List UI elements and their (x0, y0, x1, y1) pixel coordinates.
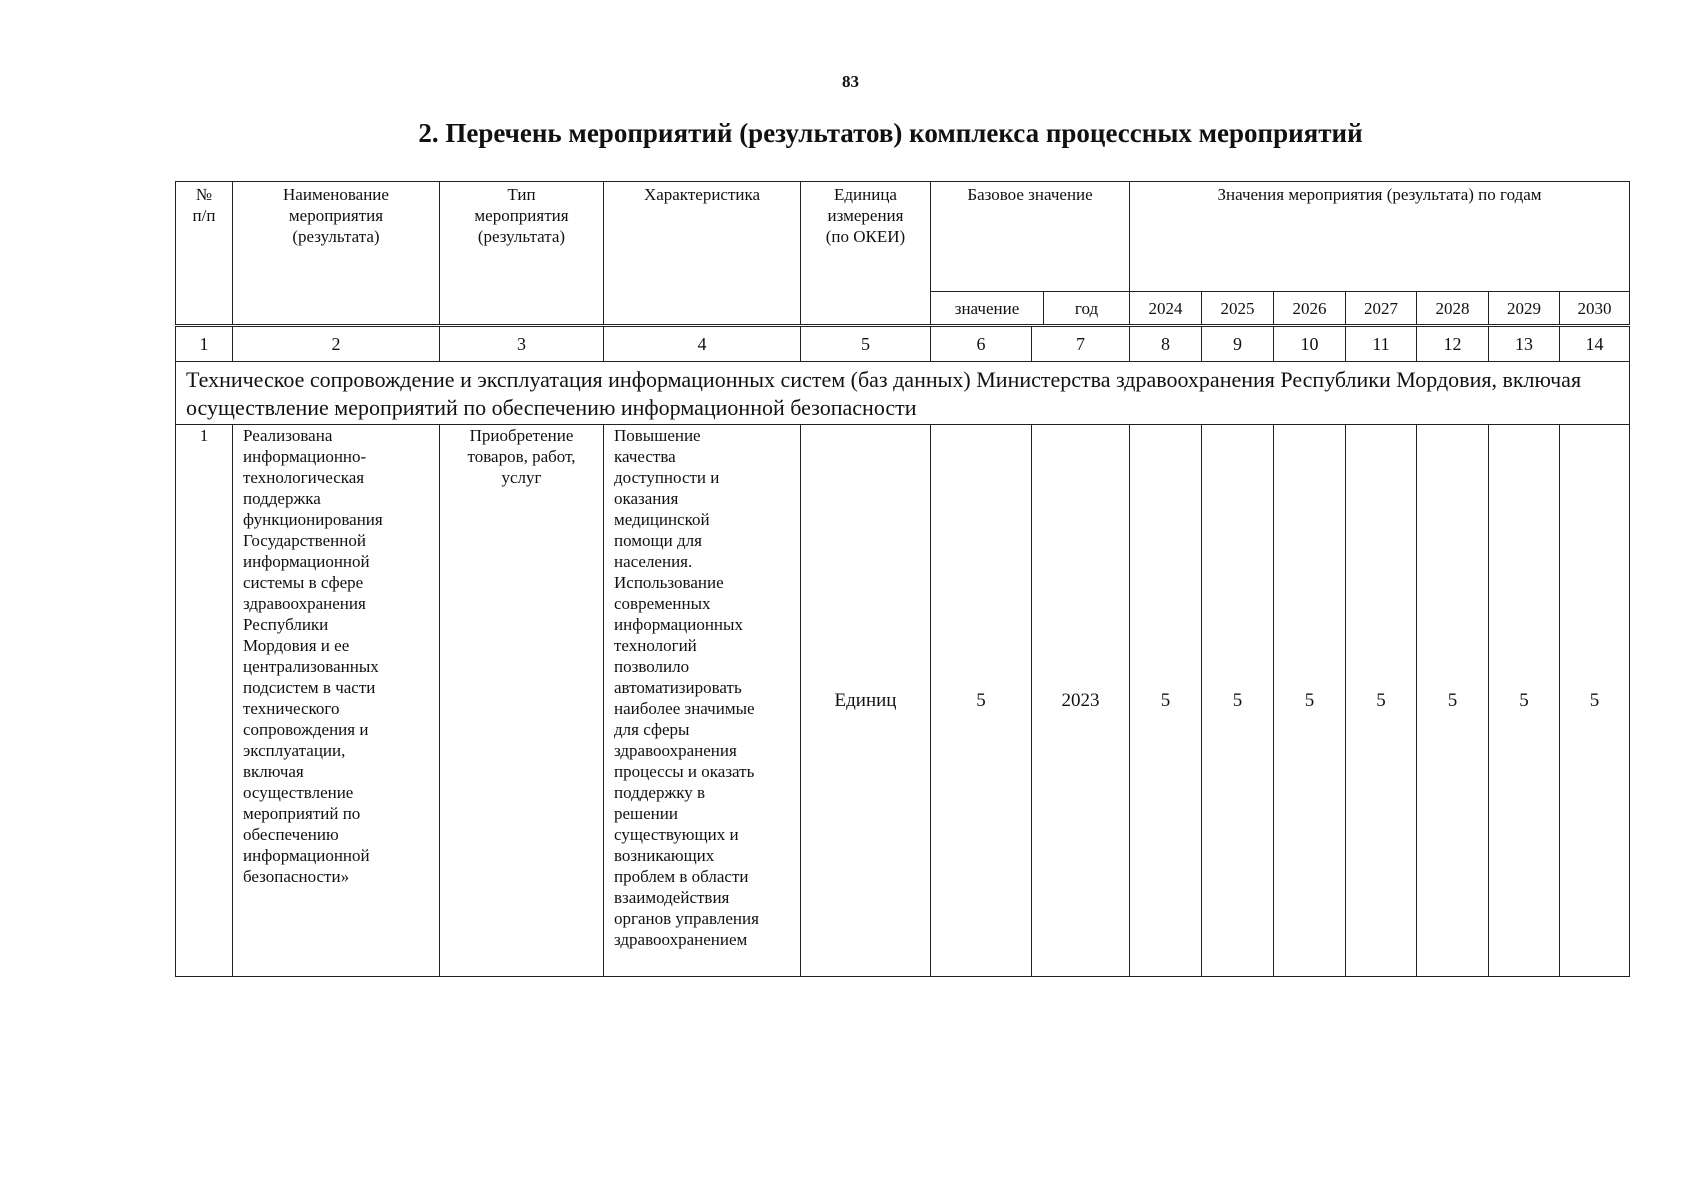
header-year: 2025 (1202, 292, 1274, 325)
header-values-by-year: Значения мероприятия (результата) по годам (1130, 182, 1630, 292)
column-number: 2 (233, 327, 440, 362)
column-number: 12 (1417, 327, 1489, 362)
row-num: 1 (176, 425, 233, 977)
table-row (176, 425, 1630, 977)
column-number: 5 (801, 327, 931, 362)
column-number: 1 (176, 327, 233, 362)
header-num: № п/п (176, 182, 233, 325)
header-year: 2029 (1489, 292, 1560, 325)
row-value-2024: 5 (1130, 425, 1202, 977)
row-value-2026: 5 (1274, 425, 1346, 977)
header-unit: Единица измерения (по ОКЕИ) (801, 182, 931, 325)
header-year: 2028 (1417, 292, 1489, 325)
column-number: 10 (1274, 327, 1346, 362)
header-type: Тип мероприятия (результата) (440, 182, 604, 325)
header-name: Наименование мероприятия (результата) (233, 182, 440, 325)
section-title: Техническое сопровождение и эксплуатация информационных систем (баз данных) Министерства здравоохранения Республики Мордовия, включая осуществление мероприятий по обеспечению информационной безопасности (176, 362, 1630, 425)
header-year: 2027 (1346, 292, 1417, 325)
row-value-2025: 5 (1202, 425, 1274, 977)
page-number: 83 (842, 72, 859, 91)
row-value-2027: 5 (1346, 425, 1417, 977)
header-base-value: значение (931, 292, 1044, 325)
row-value-2029: 5 (1489, 425, 1560, 977)
column-number: 11 (1346, 327, 1417, 362)
header-base-year: год (1044, 292, 1130, 325)
column-number: 8 (1130, 327, 1202, 362)
column-number: 9 (1202, 327, 1274, 362)
column-number: 13 (1489, 327, 1560, 362)
table-body (175, 326, 1630, 977)
column-number: 3 (440, 327, 604, 362)
section-row (176, 362, 1630, 425)
table-header (175, 181, 1630, 325)
row-value-2030: 5 (1560, 425, 1630, 977)
header-year: 2024 (1130, 292, 1202, 325)
row-unit: Единиц (801, 425, 931, 977)
page-title: 2. Перечень мероприятий (результатов) комплекса процессных мероприятий (418, 118, 1363, 148)
row-value-2028: 5 (1417, 425, 1489, 977)
column-number: 6 (931, 327, 1032, 362)
row-base-value: 5 (931, 425, 1032, 977)
column-number: 4 (604, 327, 801, 362)
row-name: Реализована информационно- технологическая поддержка функционирования Государственной информационной системы в сфере здравоохранения Республики Мордовия и ее централизованных подсистем в части технического сопровождения и эксплуатации, включая осуществление мероприятий по обеспечению информационной безопасности» (233, 425, 440, 977)
column-number: 7 (1032, 327, 1130, 362)
header-year: 2030 (1560, 292, 1630, 325)
column-number-row (176, 327, 1630, 362)
header-base: Базовое значение (931, 182, 1130, 292)
row-base-year: 2023 (1032, 425, 1130, 977)
column-number: 14 (1560, 327, 1630, 362)
header-characteristic: Характеристика (604, 182, 801, 325)
header-year: 2026 (1274, 292, 1346, 325)
row-characteristic: Повышение качества доступности и оказания медицинской помощи для населения. Использование современных информационных технологий позволило автоматизировать наиболее значимые для сферы здравоохранения процессы и оказать поддержку в решении существующих и возникающих проблем в области взаимодействия органов управления здравоохранением (604, 425, 801, 977)
row-type: Приобретение товаров, работ, услуг (440, 425, 604, 977)
